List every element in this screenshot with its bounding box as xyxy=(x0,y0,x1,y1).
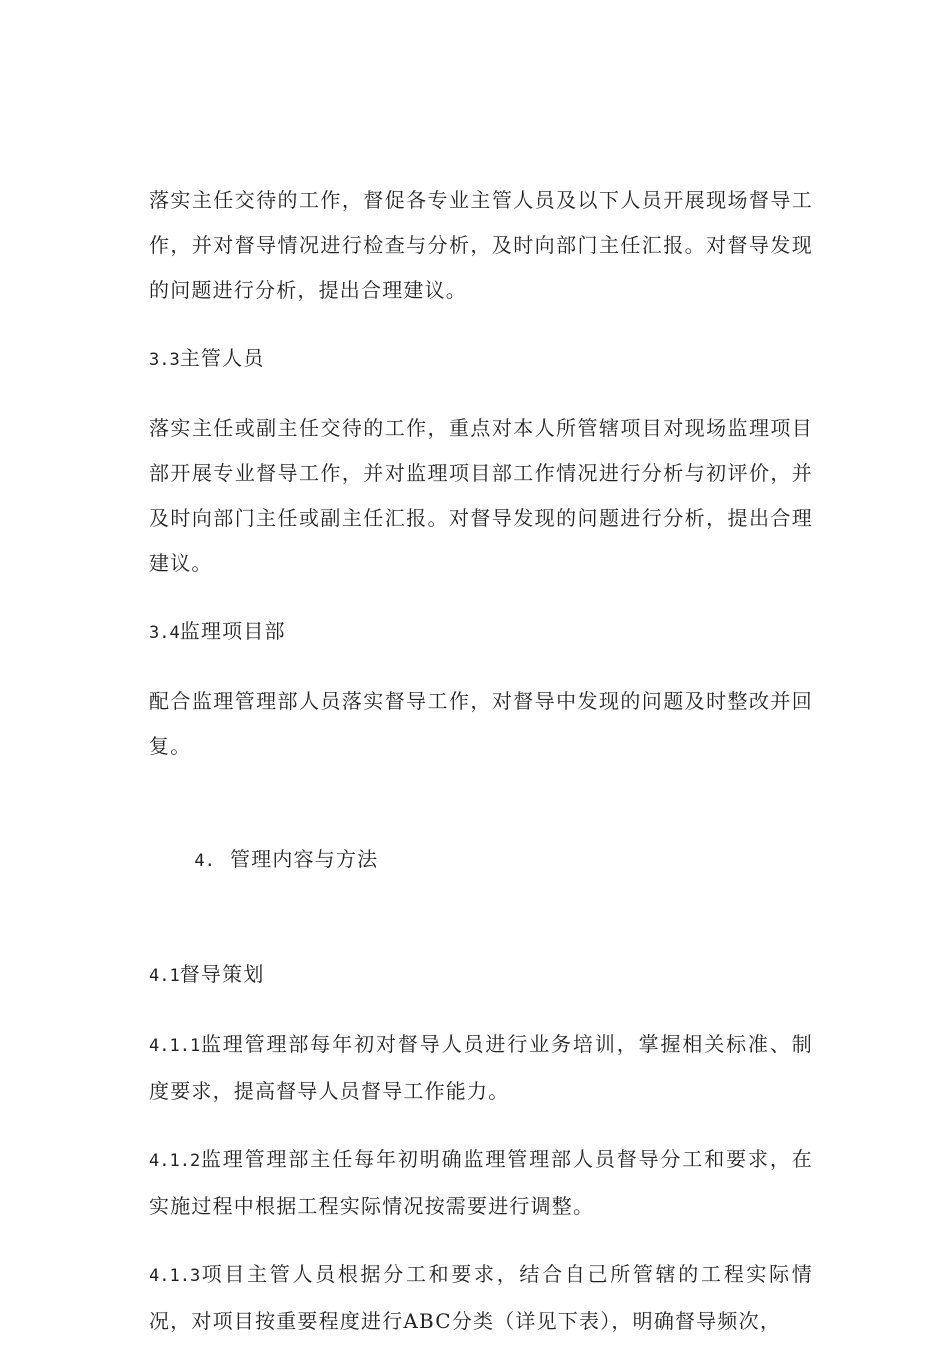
document-body xyxy=(149,178,813,1367)
clause-number: 4.1.2 xyxy=(149,1151,201,1171)
paragraph-project-dept-duties xyxy=(149,679,813,769)
paragraph-text: 监理管理部主任每年初明确监理管理部人员督导分工和要求，在实施过程中根据工程实际情况按需要进行调整。 xyxy=(149,1147,813,1218)
section-heading-4-1 xyxy=(149,952,813,999)
paragraph-text: 项目主管人员根据分工和要求，结合自己所管辖的工程实际情况，对项目按重要程度进行ABC分类（详见下表），明确督导频次， xyxy=(149,1262,813,1333)
paragraph-4-1-3 xyxy=(149,1252,813,1344)
section-title: 督导策划 xyxy=(179,962,265,986)
paragraph-text: 监理管理部每年初对督导人员进行业务培训，掌握相关标准、制度要求，提高督导人员督导工作能力。 xyxy=(149,1032,813,1103)
section-heading-3-4 xyxy=(149,609,813,656)
section-number: 3.4 xyxy=(149,623,180,643)
paragraph-text: 落实主任或副主任交待的工作，重点对本人所管辖项目对现场监理项目部开展专业督导工作，并对监理项目部工作情况进行分析与初评价，并及时向部门主任或副主任汇报。对督导发现的问题进行分析，提出合理建议。 xyxy=(149,416,813,575)
clause-number: 4.1.1 xyxy=(149,1036,201,1056)
section-title: 监理项目部 xyxy=(179,619,286,643)
paragraph-deputy-director-duties xyxy=(149,178,813,313)
section-number: 4.1 xyxy=(149,966,180,986)
paragraph-4-1-2 xyxy=(149,1137,813,1229)
paragraph-supervisor-duties xyxy=(149,406,813,586)
section-title: 主管人员 xyxy=(179,346,265,370)
section-heading-4 xyxy=(149,792,813,929)
section-heading-3-3 xyxy=(149,336,813,383)
section-number: 4. xyxy=(194,851,215,871)
clause-number: 4.1.3 xyxy=(149,1266,201,1286)
paragraph-text: 落实主任交待的工作，督促各专业主管人员及以下人员开展现场督导工作，并对督导情况进行检查与分析，及时向部门主任汇报。对督导发现的问题进行分析，提出合理建议。 xyxy=(149,188,813,302)
section-number: 3.3 xyxy=(149,350,180,370)
paragraph-4-1-1 xyxy=(149,1022,813,1114)
section-title: 管理内容与方法 xyxy=(214,847,379,871)
paragraph-text: 配合监理管理部人员落实督导工作，对督导中发现的问题及时整改并回复。 xyxy=(149,689,813,758)
